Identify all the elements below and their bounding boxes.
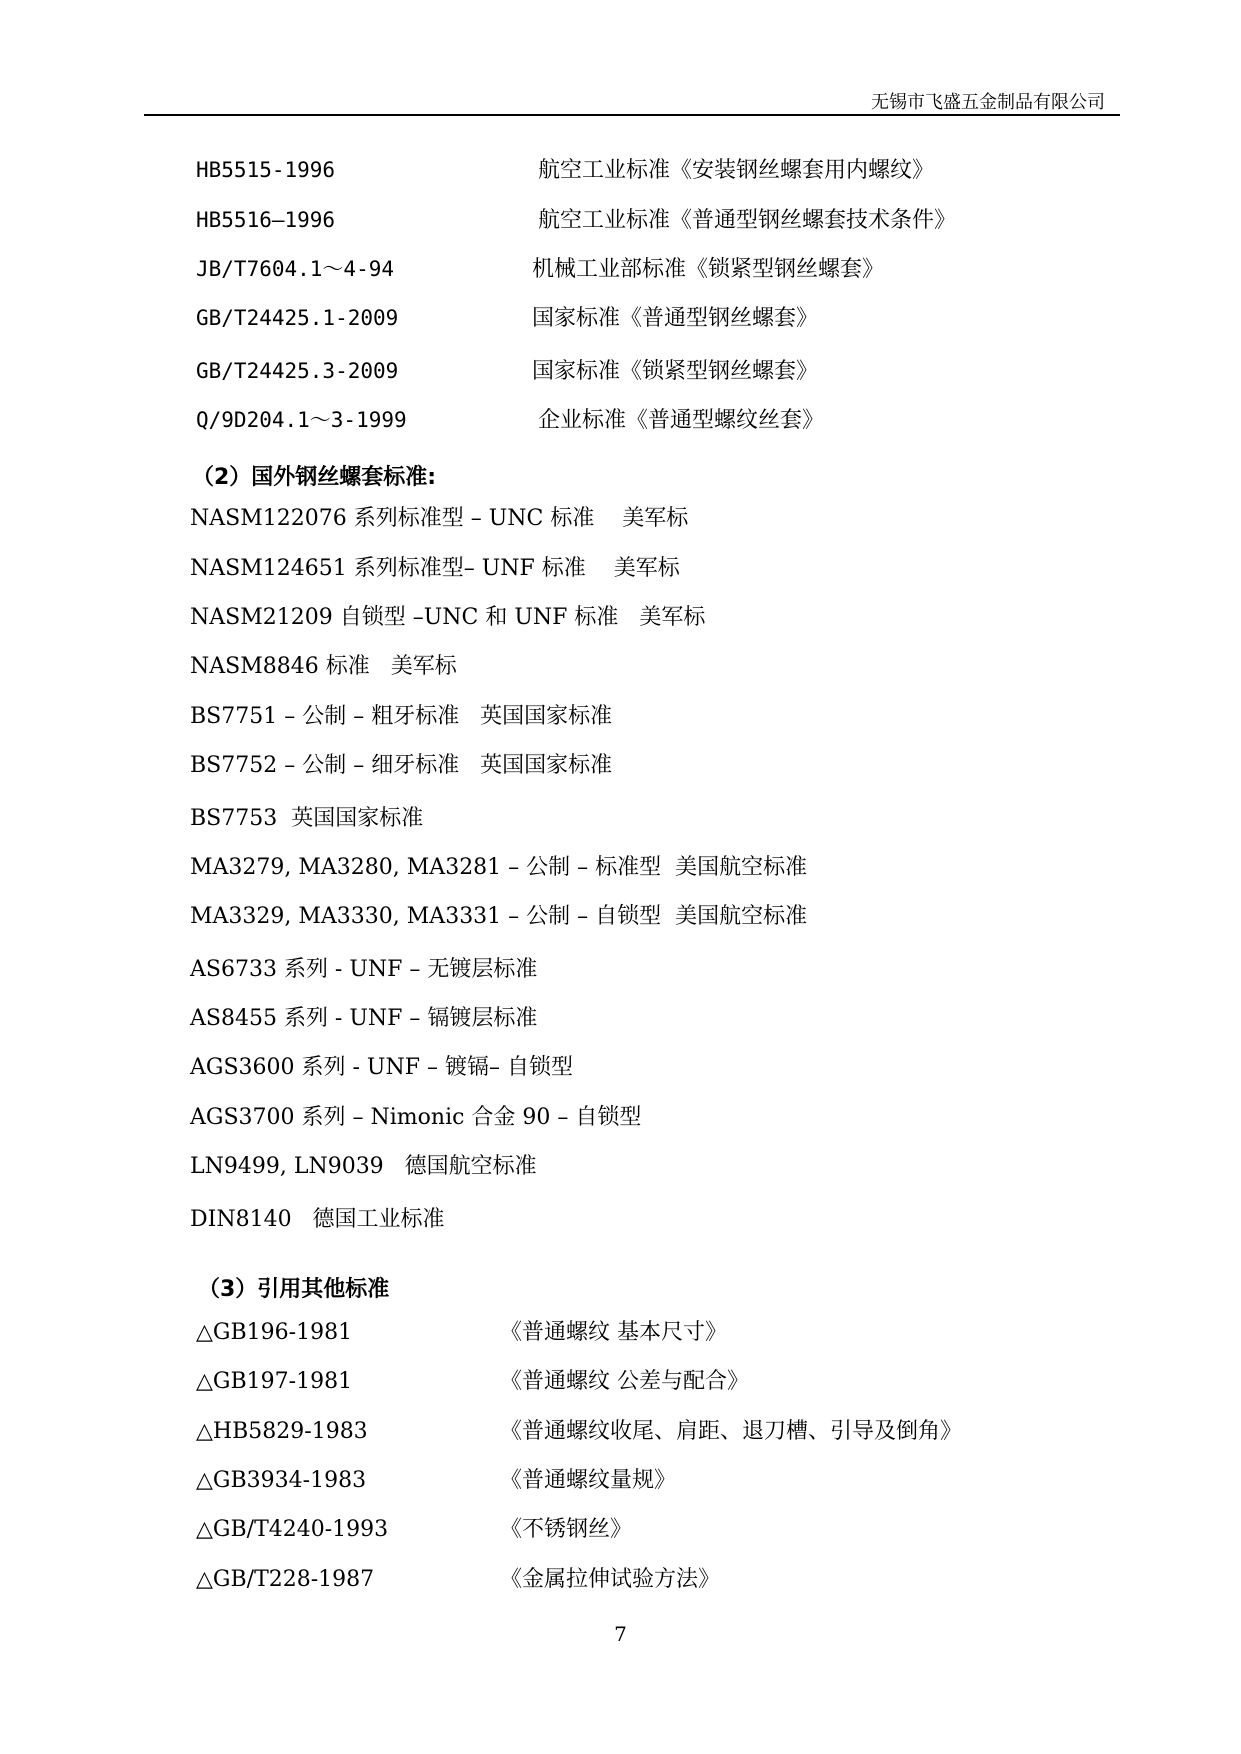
header-divider	[144, 114, 1120, 116]
domestic-standard-code: Q/9D204.1～3-1999	[196, 408, 407, 432]
foreign-standard-line: BS7752 – 公制 – 细牙标准 英国国家标准	[190, 753, 613, 778]
foreign-standard-line: AS6733 系列 - UNF – 无镀层标准	[190, 957, 538, 982]
other-standards-heading: （3）引用其他标准	[198, 1277, 390, 1302]
domestic-standard-title: 国家标准《锁紧型钢丝螺套》	[532, 359, 819, 384]
foreign-standard-line: AS8455 系列 - UNF – 镉镀层标准	[190, 1006, 538, 1031]
other-standard-title: 《不锈钢丝》	[500, 1517, 633, 1542]
foreign-standard-line: NASM8846 标准 美军标	[190, 654, 457, 679]
other-standard-title: 《普通螺纹量规》	[500, 1468, 677, 1493]
foreign-standard-line: MA3279, MA3280, MA3281 – 公制 – 标准型 美国航空标准	[190, 855, 808, 880]
foreign-standard-line: MA3329, MA3330, MA3331 – 公制 – 自锁型 美国航空标准	[190, 904, 808, 929]
other-standard-code: △GB/T4240-1993	[196, 1517, 389, 1542]
other-standard-title: 《普通螺纹 基本尺寸》	[500, 1320, 727, 1345]
domestic-standard-title: 航空工业标准《安装钢丝螺套用内螺纹》	[538, 158, 935, 183]
foreign-standard-line: LN9499, LN9039 德国航空标准	[190, 1154, 537, 1179]
page-number: 7	[614, 1622, 627, 1646]
domestic-standard-code: JB/T7604.1～4-94	[196, 257, 395, 281]
domestic-standard-code: GB/T24425.3-2009	[196, 359, 399, 383]
other-standard-code: △GB196-1981	[196, 1320, 353, 1345]
foreign-standard-line: BS7753 英国国家标准	[190, 806, 424, 831]
other-standard-title: 《普通螺纹收尾、肩距、退刀槽、引导及倒角》	[500, 1419, 963, 1444]
other-standard-code: △HB5829-1983	[196, 1419, 368, 1444]
domestic-standard-code: HB5516—1996	[196, 208, 336, 232]
foreign-standard-line: DIN8140 德国工业标准	[190, 1207, 445, 1232]
foreign-standard-line: NASM124651 系列标准型– UNF 标准 美军标	[190, 556, 680, 581]
domestic-standard-code: HB5515-1996	[196, 158, 336, 182]
domestic-standard-title: 机械工业部标准《锁紧型钢丝螺套》	[532, 257, 885, 282]
foreign-standard-line: NASM122076 系列标准型 – UNC 标准 美军标	[190, 506, 689, 531]
domestic-standard-title: 企业标准《普通型螺纹丝套》	[538, 408, 825, 433]
other-standard-code: △GB197-1981	[196, 1369, 353, 1394]
other-standard-title: 《普通螺纹 公差与配合》	[500, 1369, 749, 1394]
foreign-standard-line: AGS3600 系列 - UNF – 镀镉– 自锁型	[190, 1055, 573, 1080]
foreign-standards-heading: （2）国外钢丝螺套标准:	[192, 465, 437, 490]
foreign-standard-line: AGS3700 系列 – Nimonic 合金 90 – 自锁型	[190, 1105, 642, 1130]
other-standard-code: △GB/T228-1987	[196, 1567, 375, 1592]
domestic-standard-code: GB/T24425.1-2009	[196, 306, 399, 330]
foreign-standard-line: NASM21209 自锁型 –UNC 和 UNF 标准 美军标	[190, 605, 706, 630]
other-standard-code: △GB3934-1983	[196, 1468, 367, 1493]
domestic-standard-title: 航空工业标准《普通型钢丝螺套技术条件》	[538, 208, 957, 233]
foreign-standard-line: BS7751 – 公制 – 粗牙标准 英国国家标准	[190, 704, 613, 729]
other-standard-title: 《金属拉伸试验方法》	[500, 1567, 721, 1592]
page-header-company: 无锡市飞盛五金制品有限公司	[871, 92, 1105, 113]
domestic-standard-title: 国家标准《普通型钢丝螺套》	[532, 306, 819, 331]
